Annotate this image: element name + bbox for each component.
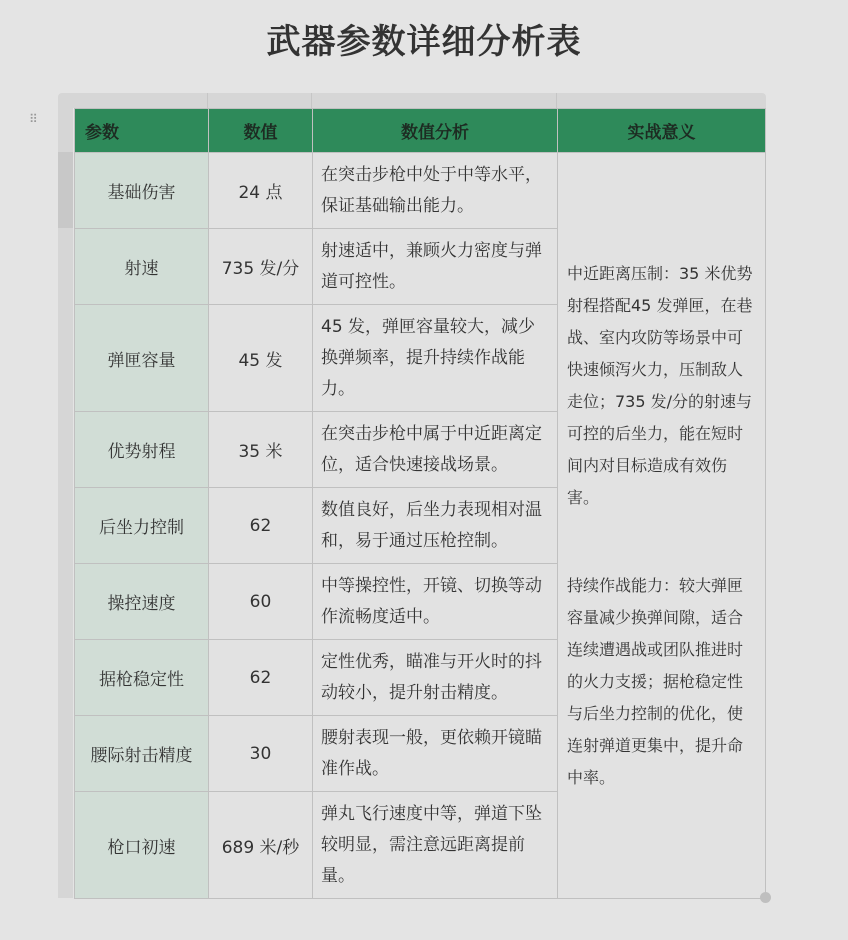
- header-param: 参数: [75, 109, 209, 153]
- param-value: 62: [209, 640, 313, 716]
- param-analysis: 射速适中，兼顾火力密度与弹道可控性。: [313, 229, 558, 305]
- param-analysis: 45 发，弹匣容量较大，减少换弹频率，提升持续作战能力。: [313, 305, 558, 412]
- table-row: [75, 153, 766, 229]
- param-value: 735 发/分: [209, 229, 313, 305]
- param-value: 45 发: [209, 305, 313, 412]
- param-analysis: 中等操控性，开镜、切换等动作流畅度适中。: [313, 564, 558, 640]
- param-value: 689 米/秒: [209, 792, 313, 899]
- combat-meaning-cell: [558, 153, 766, 899]
- parameter-table: [74, 108, 766, 899]
- param-analysis: 数值良好，后坐力表现相对温和，易于通过压枪控制。: [313, 488, 558, 564]
- table-resize-handle[interactable]: [760, 892, 771, 903]
- header-value: 数值: [209, 109, 313, 153]
- header-analysis: 数值分析: [313, 109, 558, 153]
- param-analysis: 在突击步枪中处于中等水平，保证基础输出能力。: [313, 153, 558, 229]
- combat-meaning-close-range: 中近距离压制：35 米优势射程搭配45 发弹匣，在巷战、室内攻防等场景中可快速倾泻火力，压制敌人走位；735 发/分的射速与可控的后坐力，能在短时间内对目标造成有效伤害。: [567, 263, 753, 507]
- table-header-row: [75, 109, 766, 153]
- param-name: 弹匣容量: [75, 305, 209, 412]
- param-name: 射速: [75, 229, 209, 305]
- table-row-ruler[interactable]: [58, 108, 73, 898]
- param-name: 基础伤害: [75, 153, 209, 229]
- param-value: 62: [209, 488, 313, 564]
- param-value: 35 米: [209, 412, 313, 488]
- param-name: 枪口初速: [75, 792, 209, 899]
- param-name: 据枪稳定性: [75, 640, 209, 716]
- drag-handle-icon[interactable]: ⠿: [29, 112, 40, 126]
- param-analysis: 弹丸飞行速度中等，弹道下坠较明显，需注意远距离提前量。: [313, 792, 558, 899]
- param-name: 腰际射击精度: [75, 716, 209, 792]
- param-value: 24 点: [209, 153, 313, 229]
- param-name: 后坐力控制: [75, 488, 209, 564]
- table-column-ruler[interactable]: [58, 93, 766, 108]
- header-meaning: 实战意义: [558, 109, 766, 153]
- param-name: 优势射程: [75, 412, 209, 488]
- param-analysis: 定性优秀，瞄准与开火时的抖动较小，提升射击精度。: [313, 640, 558, 716]
- combat-meaning-sustained: 持续作战能力：较大弹匣容量减少换弹间隙，适合连续遭遇战或团队推进时的火力支援；据枪稳定性与后坐力控制的优化，使连射弹道更集中，提升命中率。: [567, 575, 744, 787]
- param-name: 操控速度: [75, 564, 209, 640]
- param-value: 60: [209, 564, 313, 640]
- param-analysis: 腰射表现一般，更依赖开镜瞄准作战。: [313, 716, 558, 792]
- page-title: 武器参数详细分析表: [266, 22, 582, 62]
- param-analysis: 在突击步枪中属于中近距离定位，适合快速接战场景。: [313, 412, 558, 488]
- param-value: 30: [209, 716, 313, 792]
